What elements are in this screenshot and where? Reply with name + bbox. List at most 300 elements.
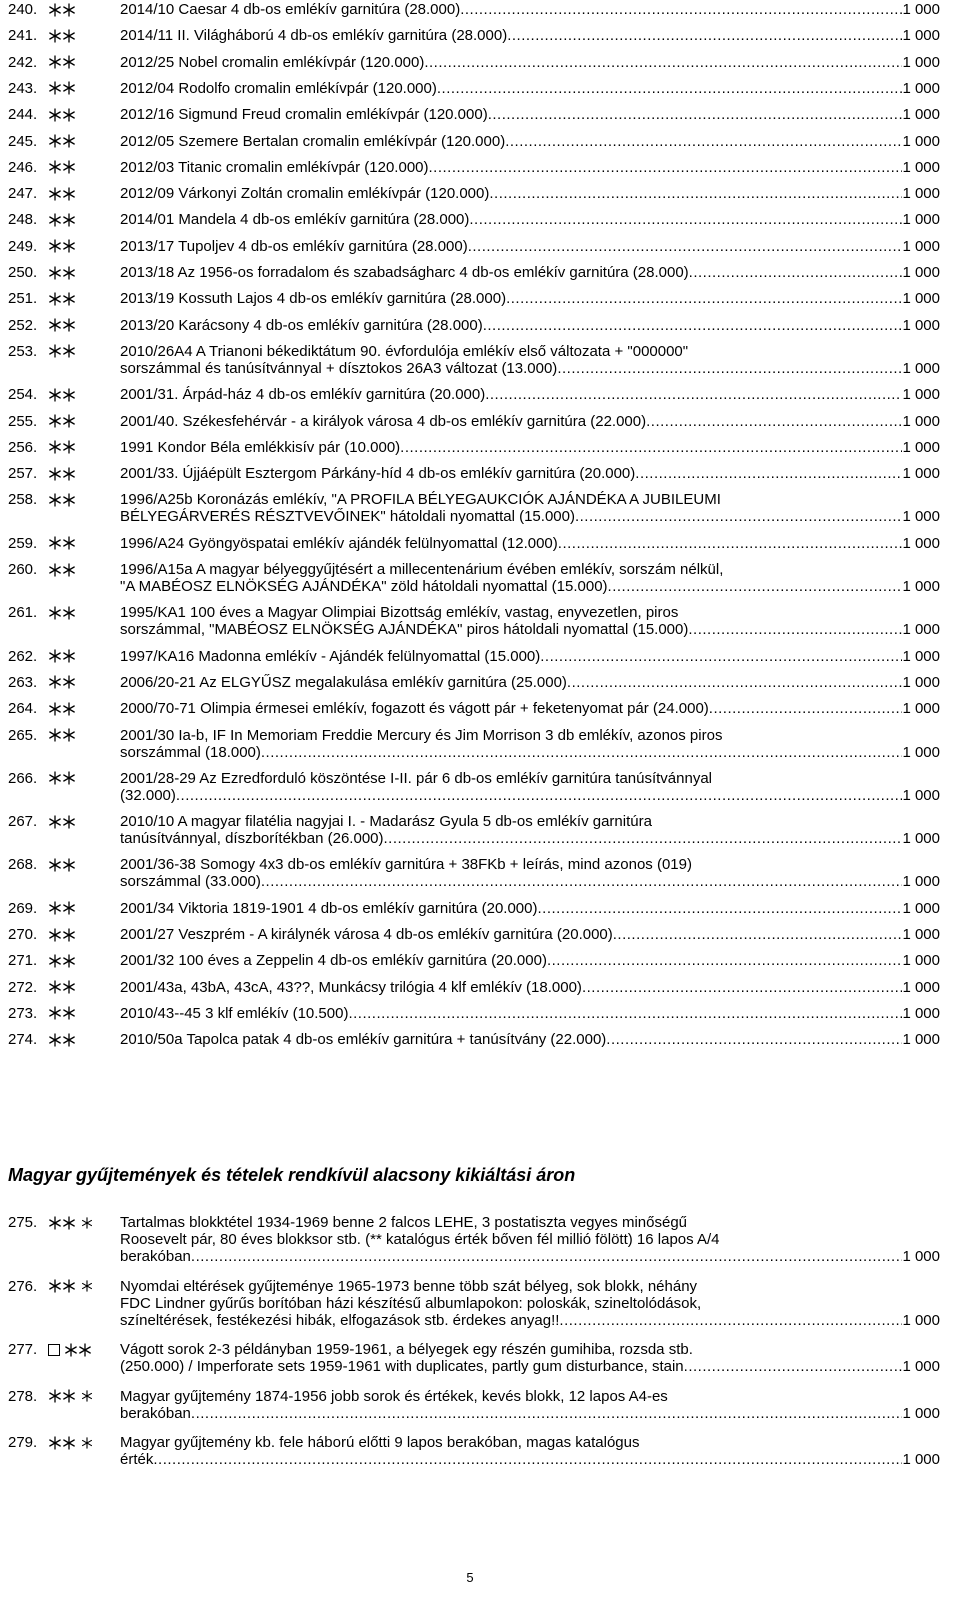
lot-text-line: 2014/01 Mandela 4 db-os emlékív garnitúra (28.000) <box>120 211 470 229</box>
lot-price: 1 000 <box>902 359 940 377</box>
square-icon <box>48 1344 60 1356</box>
lot-price: 1 000 <box>902 386 940 404</box>
lot-text-line: érték <box>120 1451 154 1468</box>
lot-text-line: 2010/10 A magyar filatélia nagyjai I. - Madarász Gyula 5 db-os emlékív garnitúra <box>120 813 652 831</box>
lot-price: 1 000 <box>902 899 940 917</box>
condition-marks <box>48 1389 93 1404</box>
asterisk-icon <box>62 1216 76 1230</box>
condition-marks <box>48 492 76 507</box>
lot-text-line: 2001/30 Ia-b, IF In Memoriam Freddie Mercury és Jim Morrison 3 db emlékív, azonos piros <box>120 726 723 744</box>
lot-number: 241. <box>8 27 38 45</box>
asterisk-icon <box>62 563 76 577</box>
dot-leader <box>538 900 903 917</box>
dot-leader <box>559 1312 902 1329</box>
lot-text-line: berakóban <box>120 1404 191 1422</box>
lot-text-line: 2012/09 Várkonyi Zoltán cromalin emlékívpár (120.000) <box>120 185 490 203</box>
dot-leader <box>429 159 903 176</box>
condition-marks <box>48 81 76 96</box>
lot-description <box>120 648 940 665</box>
condition-marks <box>48 2 76 17</box>
lot-description <box>120 856 940 890</box>
asterisk-icon <box>62 815 76 829</box>
asterisk-icon <box>62 187 76 201</box>
condition-marks <box>48 107 76 122</box>
asterisk-icon <box>48 1006 62 1020</box>
lot-description <box>120 1031 940 1048</box>
asterisk-icon <box>48 728 62 742</box>
lot-number: 279. <box>8 1434 38 1451</box>
lot-number: 242. <box>8 53 38 71</box>
lot-text-line: Magyar gyűjtemény 1874-1956 jobb sorok és értékek, kevés blokk, 12 lapos A4-es <box>120 1387 668 1405</box>
lot-price: 1 000 <box>902 578 940 595</box>
lot-number: 253. <box>8 342 38 360</box>
lot-price: 1 000 <box>902 237 940 255</box>
lot-text-line: (250.000) / Imperforate sets 1959-1961 with duplicates, partly gum disturbance, stain <box>120 1358 684 1375</box>
lot-price: 1 000 <box>902 873 940 891</box>
lot-text-line: 1996/A24 Gyöngyöspatai emlékív ajándék felülnyomattal (12.000) <box>120 534 558 552</box>
condition-marks <box>48 318 76 333</box>
lot-text-line: Roosevelt pár, 80 éves blokksor stb. (** katalógus érték bőven fél millió fölött) 16 lapos A/4 <box>120 1231 720 1248</box>
lot-description <box>120 926 940 943</box>
lot-text-line: színeltérések, festékezési hibák, elfogazások stb. érdekes anyag!! <box>120 1311 560 1329</box>
dot-leader <box>547 952 903 969</box>
asterisk-icon <box>48 344 62 358</box>
lot-description <box>120 386 940 403</box>
lot-description <box>120 133 940 150</box>
lot-text-line: 2000/70-71 Olimpia érmesei emlékív, fogazott és vágott pár + feketenyomat pár (24.000) <box>120 700 709 718</box>
condition-marks <box>48 440 76 455</box>
lot-number: 266. <box>8 769 38 787</box>
condition-marks <box>48 927 76 942</box>
asterisk-icon <box>48 980 62 994</box>
asterisk-icon <box>48 563 62 577</box>
lot-text-line: sorszámmal (18.000) <box>120 743 261 761</box>
asterisk-icon <box>48 388 62 402</box>
asterisk-icon <box>48 493 62 507</box>
dot-leader <box>261 873 903 890</box>
lot-price: 1 000 <box>902 1451 940 1468</box>
lot-price: 1 000 <box>902 465 940 483</box>
dot-leader <box>468 238 903 255</box>
asterisk-icon <box>48 1216 62 1230</box>
lot-price: 1 000 <box>902 1358 940 1375</box>
lot-price: 1 000 <box>902 743 940 761</box>
condition-marks <box>48 134 76 149</box>
lot-text-line: 2001/27 Veszprém - A királynék városa 4 db-os emlékív garnitúra (20.000) <box>120 926 613 943</box>
lot-description <box>120 900 940 917</box>
asterisk-icon <box>48 29 62 43</box>
asterisk-icon <box>48 901 62 915</box>
lot-price: 1 000 <box>902 1031 940 1049</box>
condition-marks <box>48 1279 93 1294</box>
lot-text-line: Vágott sorok 2-3 példányban 1959-1961, a bélyegek egy részén gumihiba, rozsda stb. <box>120 1341 693 1358</box>
dot-leader <box>567 674 903 691</box>
lot-price: 1 000 <box>902 1 940 18</box>
condition-marks <box>48 414 76 429</box>
asterisk-icon <box>62 1006 76 1020</box>
lot-price: 1 000 <box>902 786 940 804</box>
lot-text-line: Tartalmas blokktétel 1934-1969 benne 2 falcos LEHE, 3 postatiszta vegyes minőségű <box>120 1214 687 1231</box>
condition-marks <box>48 1215 93 1230</box>
condition-marks <box>48 344 76 359</box>
asterisk-icon <box>81 1217 93 1229</box>
lot-text-line: 2001/32 100 éves a Zeppelin 4 db-os emlékív garnitúra (20.000) <box>120 952 547 970</box>
lot-price: 1 000 <box>902 1248 940 1265</box>
lot-price: 1 000 <box>902 316 940 334</box>
lot-description <box>120 106 940 123</box>
asterisk-icon <box>62 55 76 69</box>
dot-leader <box>424 54 902 71</box>
dot-leader <box>191 1248 903 1265</box>
lot-number: 244. <box>8 106 38 124</box>
asterisk-icon <box>62 414 76 428</box>
lot-price: 1 000 <box>902 700 940 718</box>
asterisk-icon <box>62 266 76 280</box>
lot-text-line: 2006/20-21 Az ELGYŰSZ megalakulása emlékív garnitúra (25.000) <box>120 673 567 691</box>
lot-description <box>120 264 940 281</box>
lot-text-line: (32.000) <box>120 786 176 804</box>
condition-marks <box>48 55 76 70</box>
lot-text-line: sorszámmal (33.000) <box>120 873 261 891</box>
condition-marks <box>48 771 76 786</box>
lot-price: 1 000 <box>902 53 940 71</box>
lot-price: 1 000 <box>902 647 940 665</box>
dot-leader <box>558 535 903 552</box>
lot-text-line: 2001/36-38 Somogy 4x3 db-os emlékív garnitúra + 38FKb + leírás, mind azonos (019) <box>120 856 692 874</box>
lot-text-line: sorszámmal, "MABÉOSZ ELNÖKSÉG AJÁNDÉKA" piros hátoldali nyomattal (15.000) <box>120 621 689 639</box>
asterisk-icon <box>78 1343 92 1357</box>
lot-number: 263. <box>8 673 38 691</box>
lot-price: 1 000 <box>902 926 940 943</box>
condition-marks <box>48 814 76 829</box>
lot-description <box>120 27 940 44</box>
lot-text-line: 2001/33. Újjáépült Esztergom Párkány-híd 4 db-os emlékív garnitúra (20.000) <box>120 465 636 483</box>
condition-marks <box>48 212 76 227</box>
lot-description <box>120 1278 940 1329</box>
lot-description <box>120 211 940 228</box>
lot-price: 1 000 <box>902 1311 940 1329</box>
lot-text-line: 2014/10 Caesar 4 db-os emlékív garnitúra (28.000) <box>120 1 461 18</box>
lot-number: 276. <box>8 1277 38 1295</box>
dot-leader <box>488 106 903 123</box>
lot-text-line: 2012/25 Nobel cromalin emlékívpár (120.000) <box>120 53 425 71</box>
lot-text-line: 1996/A25b Koronázás emlékív, "A PROFILA BÉLYEGAUKCIÓK AJÁNDÉKA A JUBILEUMI <box>120 491 721 509</box>
asterisk-icon <box>62 606 76 620</box>
asterisk-icon <box>62 134 76 148</box>
lot-price: 1 000 <box>902 412 940 430</box>
dot-leader <box>613 926 903 943</box>
dot-leader <box>635 465 902 482</box>
condition-marks <box>48 1032 76 1047</box>
lot-description <box>120 439 940 456</box>
asterisk-icon <box>48 187 62 201</box>
lot-number: 251. <box>8 290 38 308</box>
condition-marks <box>48 562 76 577</box>
lot-number: 272. <box>8 978 38 996</box>
asterisk-icon <box>48 467 62 481</box>
lot-description <box>120 343 940 377</box>
asterisk-icon <box>62 901 76 915</box>
lot-description <box>120 727 940 761</box>
condition-marks <box>48 675 76 690</box>
lot-price: 1 000 <box>902 534 940 552</box>
lot-price: 1 000 <box>902 106 940 124</box>
lot-text-line: tanúsítvánnyal, díszborítékban (26.000) <box>120 830 384 848</box>
lot-text-line: 2013/18 Az 1956-os forradalom és szabadságharc 4 db-os emlékív garnitúra (28.000) <box>120 264 689 281</box>
asterisk-icon <box>48 815 62 829</box>
lot-number: 248. <box>8 211 38 229</box>
asterisk-icon <box>64 1343 78 1357</box>
lot-text-line: 2013/17 Tupoljev 4 db-os emlékív garnitúra (28.000) <box>120 237 468 255</box>
lot-description <box>120 1005 940 1022</box>
lot-price: 1 000 <box>902 211 940 229</box>
lot-text-line: BÉLYEGÁRVERÉS RÉSZTVEVŐINEK" hátoldali nyomattal (15.000) <box>120 508 575 526</box>
asterisk-icon <box>62 3 76 17</box>
asterisk-icon <box>62 1436 76 1450</box>
lot-description <box>120 1341 940 1375</box>
lot-number: 268. <box>8 856 38 874</box>
lot-text-line: 2010/26A4 A Trianoni békediktátum 90. évfordulója emlékív első változata + "000000" <box>120 342 689 360</box>
lot-description <box>120 54 940 71</box>
condition-marks <box>48 265 76 280</box>
lot-text-line: 2001/28-29 Az Ezredforduló köszöntése I-II. pár 6 db-os emlékív garnitúra tanúsítvánnyal <box>120 769 713 787</box>
dot-leader <box>506 290 902 307</box>
lot-price: 1 000 <box>902 185 940 203</box>
lot-number: 240. <box>8 1 38 18</box>
lot-description <box>120 1388 940 1422</box>
condition-marks <box>48 701 76 716</box>
lot-text-line: 2013/20 Karácsony 4 db-os emlékív garnitúra (28.000) <box>120 316 483 334</box>
asterisk-icon <box>62 239 76 253</box>
asterisk-icon <box>62 771 76 785</box>
asterisk-icon <box>62 928 76 942</box>
lot-description <box>120 80 940 97</box>
lot-price: 1 000 <box>902 673 940 691</box>
lot-price: 1 000 <box>902 952 940 970</box>
condition-marks <box>48 291 76 306</box>
condition-marks <box>48 857 76 872</box>
asterisk-icon <box>48 414 62 428</box>
condition-marks <box>48 605 76 620</box>
lot-number: 262. <box>8 647 38 665</box>
lot-text-line: Nyomdai eltérések gyűjteménye 1965-1973 benne több szát bélyeg, sok blokk, néhány <box>120 1277 698 1295</box>
lot-text-line: 2012/03 Titanic cromalin emlékívpár (120.000) <box>120 158 429 176</box>
lot-description <box>120 238 940 255</box>
asterisk-icon <box>48 606 62 620</box>
lot-number: 269. <box>8 899 38 917</box>
lot-number: 264. <box>8 700 38 718</box>
lot-price: 1 000 <box>902 290 940 308</box>
lot-price: 1 000 <box>902 132 940 150</box>
asterisk-icon <box>62 493 76 507</box>
lot-description <box>120 979 940 996</box>
condition-marks <box>48 28 76 43</box>
lot-price: 1 000 <box>902 158 940 176</box>
lot-number: 255. <box>8 412 38 430</box>
asterisk-icon <box>48 771 62 785</box>
asterisk-icon <box>48 292 62 306</box>
asterisk-icon <box>48 675 62 689</box>
lot-price: 1 000 <box>902 830 940 848</box>
asterisk-icon <box>48 1033 62 1047</box>
lot-text-line: 2010/50a Tapolca patak 4 db-os emlékív garnitúra + tanúsítvány (22.000) <box>120 1031 607 1049</box>
lot-number: 258. <box>8 491 38 509</box>
asterisk-icon <box>62 81 76 95</box>
lot-text-line: 2012/04 Rodolfo cromalin emlékívpár (120.000) <box>120 79 437 97</box>
lot-text-line: 2001/43a, 43bA, 43cA, 43??, Munkácsy trilógia 4 klf emlékív (18.000) <box>120 978 582 996</box>
condition-marks <box>48 1006 76 1021</box>
asterisk-icon <box>62 1389 76 1403</box>
lot-description <box>120 952 940 969</box>
dot-leader <box>437 80 903 97</box>
lot-text-line: 2012/05 Szemere Bertalan cromalin emlékívpár (120.000) <box>120 132 506 150</box>
dot-leader <box>485 386 902 403</box>
lot-number: 271. <box>8 952 38 970</box>
asterisk-icon <box>48 1279 62 1293</box>
dot-leader <box>606 1031 902 1048</box>
condition-marks <box>48 728 76 743</box>
lot-number: 261. <box>8 604 38 622</box>
asterisk-icon <box>48 160 62 174</box>
lot-number: 267. <box>8 813 38 831</box>
asterisk-icon <box>48 213 62 227</box>
asterisk-icon <box>62 29 76 43</box>
lot-number: 252. <box>8 316 38 334</box>
asterisk-icon <box>62 108 76 122</box>
lot-number: 247. <box>8 185 38 203</box>
dot-leader <box>489 185 902 202</box>
lot-text-line: 1997/KA16 Madonna emlékív - Ajándék felülnyomattal (15.000) <box>120 647 541 665</box>
dot-leader <box>557 360 902 377</box>
lot-description <box>120 491 940 525</box>
lot-number: 259. <box>8 534 38 552</box>
lot-text-line: 1991 Kondor Béla emlékkisív pár (10.000) <box>120 438 401 456</box>
asterisk-icon <box>62 388 76 402</box>
dot-leader <box>176 787 903 804</box>
lot-number: 270. <box>8 926 38 943</box>
lot-number: 273. <box>8 1004 38 1022</box>
condition-marks <box>48 649 76 664</box>
dot-leader <box>688 621 902 638</box>
dot-leader <box>540 648 902 665</box>
lot-number: 246. <box>8 158 38 176</box>
asterisk-icon <box>48 239 62 253</box>
lot-number: 256. <box>8 438 38 456</box>
lot-price: 1 000 <box>902 264 940 281</box>
lot-number: 257. <box>8 465 38 483</box>
dot-leader <box>646 413 902 430</box>
dot-leader <box>460 1 902 18</box>
asterisk-icon <box>62 980 76 994</box>
lot-price: 1 000 <box>902 27 940 45</box>
lot-number: 278. <box>8 1387 38 1405</box>
asterisk-icon <box>62 954 76 968</box>
dot-leader <box>469 211 902 228</box>
dot-leader <box>384 830 903 847</box>
asterisk-icon <box>48 440 62 454</box>
lot-description <box>120 465 940 482</box>
asterisk-icon <box>48 1436 62 1450</box>
asterisk-icon <box>62 160 76 174</box>
lot-description <box>120 1214 940 1265</box>
lot-text-line: "A MABÉOSZ ELNÖKSÉG AJÁNDÉKA" zöld hátoldali nyomattal (15.000) <box>120 578 608 595</box>
dot-leader <box>709 700 903 717</box>
lot-number: 249. <box>8 237 38 255</box>
lot-text-line: FDC Lindner gyűrűs borítóban házi készítésű albumlapokon: poloskák, szineltolódások, <box>120 1294 702 1312</box>
dot-leader <box>582 979 903 996</box>
asterisk-icon <box>48 928 62 942</box>
dot-leader <box>684 1358 903 1375</box>
lot-description <box>120 813 940 847</box>
lot-number: 260. <box>8 561 38 578</box>
lot-number: 265. <box>8 726 38 744</box>
lot-price: 1 000 <box>902 438 940 456</box>
asterisk-icon <box>48 266 62 280</box>
asterisk-icon <box>62 858 76 872</box>
dot-leader <box>689 264 903 281</box>
dot-leader <box>348 1005 902 1022</box>
condition-marks <box>48 1435 93 1450</box>
asterisk-icon <box>48 55 62 69</box>
dot-leader <box>400 439 902 456</box>
asterisk-icon <box>62 1033 76 1047</box>
lot-description <box>120 535 940 552</box>
lot-text-line: 2010/43--45 3 klf emlékív (10.500) <box>120 1004 349 1022</box>
lot-number: 245. <box>8 132 38 150</box>
condition-marks <box>48 901 76 916</box>
condition-marks <box>48 1342 92 1357</box>
lot-text-line: 2001/40. Székesfehérvár - a királyok városa 4 db-os emlékív garnitúra (22.000) <box>120 412 647 430</box>
lot-description <box>120 1 940 18</box>
lot-price: 1 000 <box>902 508 940 526</box>
lot-description <box>120 770 940 804</box>
asterisk-icon <box>48 536 62 550</box>
dot-leader <box>483 317 903 334</box>
lot-number: 275. <box>8 1214 38 1231</box>
asterisk-icon <box>81 1390 93 1402</box>
lot-number: 250. <box>8 264 38 281</box>
asterisk-icon <box>62 292 76 306</box>
condition-marks <box>48 466 76 481</box>
lot-text-line: 1995/KA1 100 éves a Magyar Olimpiai Bizottság emlékív, vastag, enyvezetlen, piros <box>120 604 679 622</box>
lot-description <box>120 604 940 638</box>
lot-description <box>120 1434 940 1468</box>
asterisk-icon <box>62 318 76 332</box>
lot-text-line: berakóban <box>120 1248 191 1265</box>
condition-marks <box>48 536 76 551</box>
asterisk-icon <box>62 213 76 227</box>
dot-leader <box>505 133 902 150</box>
asterisk-icon <box>62 702 76 716</box>
lot-text-line: 2001/34 Viktoria 1819-1901 4 db-os emlékív garnitúra (20.000) <box>120 899 538 917</box>
lot-price: 1 000 <box>902 621 940 639</box>
lot-text-line: 2014/11 II. Világháború 4 db-os emlékív garnitúra (28.000) <box>120 27 508 45</box>
asterisk-icon <box>48 81 62 95</box>
asterisk-icon <box>81 1280 93 1292</box>
asterisk-icon <box>48 649 62 663</box>
lot-text-line: 2001/31. Árpád-ház 4 db-os emlékív garnitúra (20.000) <box>120 386 486 404</box>
asterisk-icon <box>62 440 76 454</box>
page-number: 5 <box>466 1570 474 1585</box>
asterisk-icon <box>48 318 62 332</box>
lot-number: 277. <box>8 1341 38 1358</box>
condition-marks <box>48 186 76 201</box>
section-heading: Magyar gyűjtemények és tételek rendkívül alacsony kikiáltási áron <box>8 1165 576 1185</box>
lot-number: 243. <box>8 79 38 97</box>
asterisk-icon <box>48 702 62 716</box>
asterisk-icon <box>62 467 76 481</box>
asterisk-icon <box>48 108 62 122</box>
